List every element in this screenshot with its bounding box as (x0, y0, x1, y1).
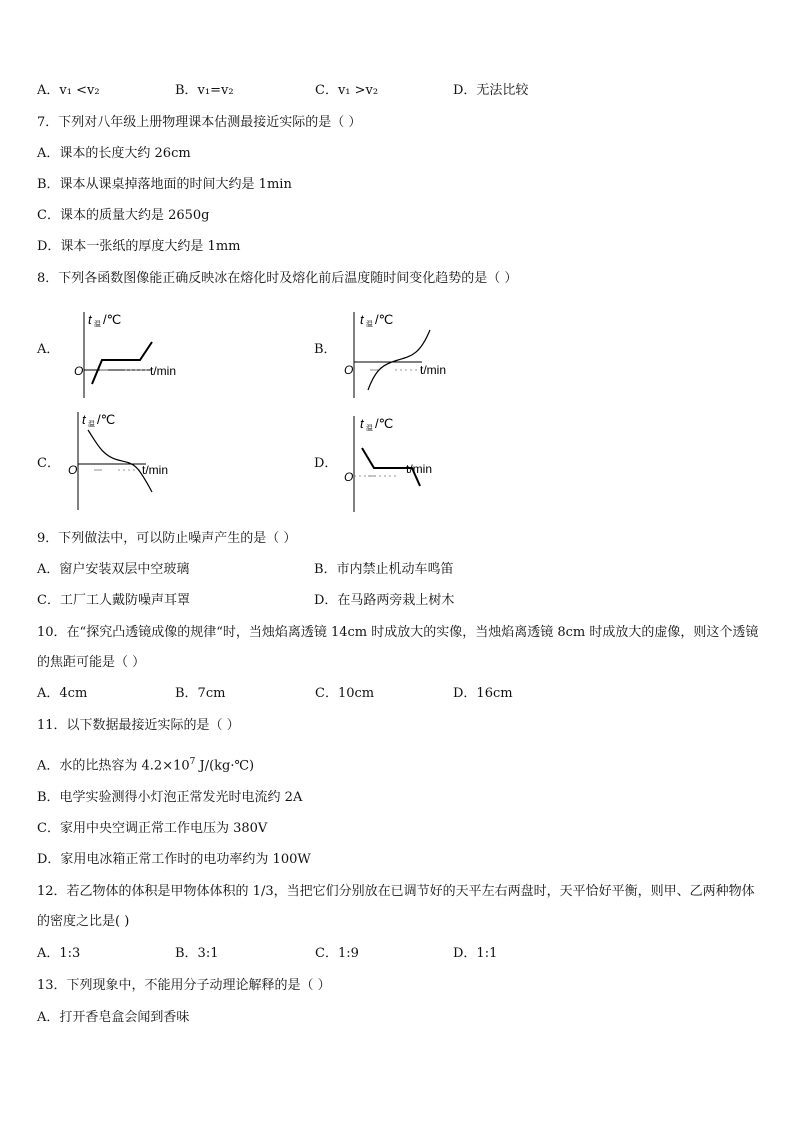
q8-graph-b-y-unit: /℃ (375, 312, 394, 327)
q9-options-row-1 (37, 561, 757, 579)
q8-graph-a-y-unit: /℃ (103, 312, 122, 327)
q12-option-d[interactable]: D．1:1 (453, 946, 498, 961)
q8-graph-c-y-label: t (82, 412, 86, 427)
q7-option-a[interactable]: A．课本的长度大约 26cm (37, 146, 191, 161)
q11-option-d[interactable]: D．家用电冰箱正常工作时的电功率约为 100W (37, 852, 311, 867)
q8-graph-c[interactable] (66, 408, 186, 512)
q12-option-b[interactable]: B．3:1 (175, 946, 219, 961)
q11-option-c[interactable]: C．家用中央空调正常工作电压为 380V (37, 821, 268, 836)
q11-option-a-exponent: 7 (189, 757, 196, 767)
q10-option-a[interactable]: A．4cm (37, 686, 88, 701)
q9-option-a[interactable]: A．窗户安装双层中空玻璃 (37, 562, 190, 577)
q8-graph-a-y-label: t (88, 312, 92, 327)
q8-graph-a-x-label: t/min (150, 364, 177, 378)
q12-options-row (37, 945, 757, 963)
q11-stem: 11．以下数据最接近实际的是（ ） (37, 718, 240, 733)
q7-option-d[interactable]: D．课本一张纸的厚度大约是 1mm (37, 239, 241, 254)
q8-graph-a[interactable] (70, 308, 190, 400)
q13-stem: 13．下列现象中，不能用分子动理论解释的是（ ） (37, 978, 331, 993)
q10-stem: 10．在“探究凸透镜成像的规律“时，当烛焰离透镜 14cm 时成放大的实像，当烛焰离透镜 8cm 时成放大的虚像，则这个透镜的焦距可能是（ ） (37, 625, 759, 670)
q13-option-a[interactable]: A．打开香皂盒会闻到香味 (37, 1010, 190, 1025)
q8-graph-d-y-sub: 温 (366, 425, 373, 432)
q11-option-b[interactable]: B．电学实验测得小灯泡正常发光时电流约 2A (37, 790, 303, 805)
q8-label-a[interactable]: A． (37, 342, 60, 357)
q11-option-a-prefix: A．水的比热容为 4.2×10 (37, 758, 190, 774)
q8-graph-b-y-sub: 温 (366, 321, 373, 328)
q8-graph-d-origin: O (344, 470, 354, 484)
q8-graph-c-x-label: t/min (142, 463, 169, 477)
q8-graph-d[interactable] (342, 412, 462, 514)
q9-stem: 9．下列做法中，可以防止噪声产生的是（ ） (37, 531, 297, 546)
q10-option-d[interactable]: D．16cm (453, 686, 513, 701)
q10-option-b[interactable]: B．7cm (175, 686, 226, 701)
q8-label-c[interactable]: C． (37, 456, 60, 471)
q6-option-a[interactable]: A．v₁ <v₂ (37, 83, 100, 98)
q8-graph-b-y-label: t (360, 312, 364, 327)
q7-option-b[interactable]: B．课本从课桌掉落地面的时间大约是 1min (37, 177, 292, 192)
q10-option-c[interactable]: C．10cm (315, 686, 375, 701)
q8-graph-d-x-label: t/min (406, 462, 433, 476)
q9-option-b[interactable]: B．市内禁止机动车鸣笛 (314, 562, 454, 577)
q8-label-b[interactable]: B． (314, 342, 337, 357)
q8-graph-c-origin: O (68, 463, 78, 477)
q10-options-row (37, 685, 757, 703)
q8-stem: 8．下列各函数图像能正确反映冰在熔化时及熔化前后温度随时间变化趋势的是（ ） (37, 271, 518, 286)
q6-option-b[interactable]: B．v₁=v₂ (175, 83, 234, 98)
q9-options-row-2 (37, 592, 757, 610)
q8-graph-a-y-sub: 温 (94, 321, 101, 328)
q12-option-c[interactable]: C．1:9 (315, 946, 359, 961)
q9-option-c[interactable]: C．工厂工人戴防噪声耳罩 (37, 593, 190, 608)
q8-graph-b[interactable] (340, 308, 465, 400)
q8-graph-d-y-label: t (360, 416, 364, 431)
q6-option-d[interactable]: D．无法比较 (453, 83, 529, 98)
q7-option-c[interactable]: C．课本的质量大约是 2650g (37, 208, 210, 223)
q8-graph-a-origin: O (74, 364, 84, 378)
q8-label-d[interactable]: D． (314, 456, 338, 471)
q7-stem: 7．下列对八年级上册物理课本估测最接近实际的是（ ） (37, 115, 362, 130)
q8-graph-b-origin: O (344, 363, 354, 377)
q6-option-c[interactable]: C．v₁ >v₂ (315, 83, 379, 98)
q8-graph-b-x-label: t/min (420, 363, 447, 377)
q8-graph-c-y-sub: 温 (88, 421, 95, 428)
q11-option-a[interactable] (37, 753, 254, 775)
q12-stem: 12．若乙物体的体积是甲物体体积的 1/3，当把它们分别放在已调节好的天平左右两盘时，天平恰好平衡，则甲、乙两种物体的密度之比是( ) (37, 884, 755, 929)
q9-option-d[interactable]: D．在马路两旁栽上树木 (314, 593, 455, 608)
q8-graph-d-y-unit: /℃ (375, 416, 394, 431)
q11-option-a-suffix: J/(kg·℃) (195, 758, 255, 774)
q6-options-row (37, 82, 757, 100)
q8-graph-c-y-unit: /℃ (97, 412, 116, 427)
q12-option-a[interactable]: A．1:3 (37, 946, 81, 961)
